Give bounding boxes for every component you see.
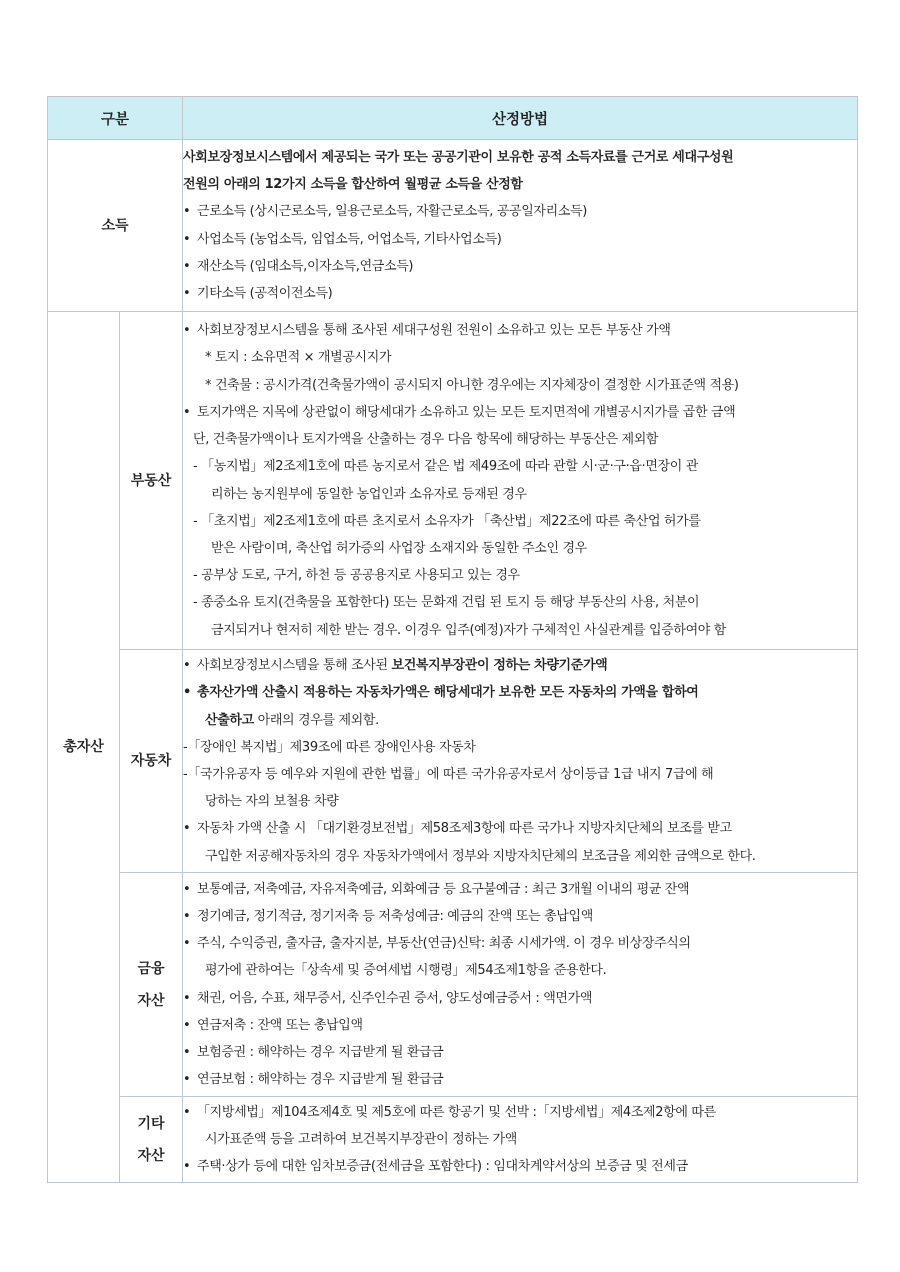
list-item: • 토지가액은 지목에 상관없이 해당세대가 소유하고 있는 모든 토지면적에 개별공시지가를 곱한 금액 <box>183 399 857 426</box>
list-item: • 사회보장정보시스템을 통해 조사된 세대구성원 전원이 소유하고 있는 모든 부동산 가액 <box>183 317 857 344</box>
building-note: * 건축물 : 공시가격(건축물가액이 공시되지 아니한 경우에는 지자체장이 결정한 시가표준액 적용) <box>205 377 739 393</box>
list-item-cont: 구입한 저공해자동차의 경우 자동차가액에서 정부와 지방자치단체의 보조금을 제외한 금액으로 한다. <box>205 848 756 864</box>
bullet-icon: • <box>183 1017 191 1033</box>
bullet-icon: • <box>183 881 191 897</box>
real-estate-row <box>48 312 858 650</box>
car-label: 자동차 <box>120 650 183 873</box>
other-assets-content <box>183 1097 858 1183</box>
land-note: * 토지 : 소유면적 × 개별공시지가 <box>205 350 392 366</box>
exclusion-item: -「국가유공자 등 예우와 지원에 관한 법률」에 따른 국가유공자로서 상이등급 1급 내지 7급에 해 <box>183 767 714 782</box>
income-asset-calculation-table <box>47 96 858 1183</box>
bullet-icon: • <box>183 1159 191 1175</box>
bullet-icon: • <box>183 1044 191 1060</box>
bullet-icon: • <box>183 258 191 274</box>
income-content <box>183 140 858 312</box>
financial-content <box>183 873 858 1097</box>
list-item-cont: 평가에 관하여는「상속세 및 증여세법 시행령」제54조제1항을 준용한다. <box>205 963 607 979</box>
financial-label: 금융 자산 <box>120 873 183 1097</box>
list-item: • 채권, 어음, 수표, 채무증서, 신주인수권 증서, 양도성예금증서 : 액면가액 <box>183 985 857 1012</box>
header-category: 구분 <box>48 97 183 140</box>
exclusion-item: - 「초지법」제2조제1호에 따른 초지로서 소유자가 「축산법」제22조에 따른 축산업 허가를 <box>193 513 701 529</box>
bullet-icon: • <box>183 658 191 674</box>
car-row <box>48 650 858 873</box>
list-item: • 연금보험 : 해약하는 경우 지급받게 될 환급금 <box>183 1066 857 1093</box>
real-estate-content <box>183 312 858 650</box>
car-content <box>183 650 858 873</box>
exclusion-item: -「장애인 복지법」제39조에 따른 장애인사용 자동차 <box>183 739 476 755</box>
list-item: • 사회보장정보시스템을 통해 조사된 보건복지부장관이 정하는 차량기준가액 <box>183 652 857 679</box>
income-intro-line1: 사회보장정보시스템에서 제공되는 국가 또는 공공기관이 보유한 공적 소득자료를 근거로 세대구성원 <box>183 149 734 165</box>
list-item-cont: 산출하고 아래의 경우를 제외함. <box>205 712 379 728</box>
list-item: • 자동차 가액 산출 시 「대기환경보전법」제58조제3항에 따른 국가나 지방자치단체의 보조를 받고 <box>183 815 857 842</box>
income-row <box>48 140 858 312</box>
bullet-icon: • <box>183 990 191 1006</box>
exclusion-item: - 「농지법」제2조제1호에 따른 농지로서 같은 법 제49조에 따라 관할 시·군·구·읍·면장이 관 <box>193 459 698 475</box>
list-item: • 근로소득 (상시근로소득, 일용근로소득, 자활근로소득, 공공일자리소득) <box>183 198 857 225</box>
list-item: • 보통예금, 저축예금, 자유저축예금, 외화예금 등 요구불예금 : 최근 3개월 이내의 평균 잔액 <box>183 876 857 903</box>
list-item: • 연금저축 : 잔액 또는 총납입액 <box>183 1012 857 1039</box>
exclusion-item-cont: 받은 사람이며, 축산업 허가증의 사업장 소재지와 동일한 주소인 경우 <box>211 540 587 556</box>
header-method: 산정방법 <box>183 97 858 140</box>
income-label: 소득 <box>48 140 183 312</box>
bullet-icon: • <box>183 404 191 420</box>
income-intro-line2: 전원의 아래의 12가지 소득을 합산하여 월평균 소득을 산정함 <box>183 177 523 193</box>
financial-row <box>48 873 858 1097</box>
exclusion-item-cont: 금지되거나 현저히 제한 받는 경우. 이경우 입주(예정)자가 구체적인 사실관계를 입증하여야 함 <box>211 622 726 638</box>
other-assets-row <box>48 1097 858 1183</box>
real-estate-label: 부동산 <box>120 312 183 650</box>
bullet-icon: • <box>183 1104 191 1120</box>
exclusion-item: - 종중소유 토지(건축물을 포함한다) 또는 문화재 건립 된 토지 등 해당 부동산의 사용, 처분이 <box>193 595 700 611</box>
bullet-icon: • <box>183 231 191 247</box>
bullet-icon: • <box>183 936 191 952</box>
bullet-icon: • <box>183 685 191 701</box>
total-assets-label: 총자산 <box>48 312 120 1183</box>
list-item: • 기타소득 (공적이전소득) <box>183 280 857 307</box>
list-item: • 총자산가액 산출시 적용하는 자동차가액은 해당세대가 보유한 모든 자동차의 가액을 합하여 <box>183 679 857 706</box>
bullet-icon: • <box>183 204 191 220</box>
bullet-icon: • <box>183 323 191 339</box>
bullet-icon: • <box>183 821 191 837</box>
exclusion-item-cont: 리하는 농지원부에 동일한 농업인과 소유자로 등재된 경우 <box>211 486 527 502</box>
list-item-cont: 시가표준액 등을 고려하여 보건복지부장관이 정하는 가액 <box>205 1131 517 1147</box>
list-item: • 사업소득 (농업소득, 임업소득, 어업소득, 기타사업소득) <box>183 226 857 253</box>
bullet-icon: • <box>183 285 191 301</box>
exclusion-item: - 공부상 도로, 구거, 하천 등 공공용지로 사용되고 있는 경우 <box>193 568 520 584</box>
bullet-icon: • <box>183 908 191 924</box>
table-header-row <box>48 97 858 140</box>
bullet-icon: • <box>183 1072 191 1088</box>
list-item: • 보험증권 : 해약하는 경우 지급받게 될 환급금 <box>183 1039 857 1066</box>
list-item: • 「지방세법」제104조제4호 및 제5호에 따른 항공기 및 선박 :「지방세법」제4조제2항에 따른 <box>183 1099 857 1126</box>
exclusion-intro: 단, 건축물가액이나 토지가액을 산출하는 경우 다음 항목에 해당하는 부동산은 제외함 <box>193 432 659 448</box>
list-item: • 주택·상가 등에 대한 임차보증금(전세금을 포함한다) : 임대차계약서상의 보증금 및 전세금 <box>183 1153 857 1180</box>
other-assets-label: 기타 자산 <box>120 1097 183 1183</box>
list-item: • 주식, 수익증권, 출자금, 출자지분, 부동산(연금)신탁: 최종 시세가액. 이 경우 비상장주식의 <box>183 930 857 957</box>
list-item: • 정기예금, 정기적금, 정기저축 등 저축성예금: 예금의 잔액 또는 총납입액 <box>183 903 857 930</box>
exclusion-item-cont: 당하는 자의 보철용 차량 <box>205 794 339 810</box>
list-item: • 재산소득 (임대소득,이자소득,연금소득) <box>183 253 857 280</box>
